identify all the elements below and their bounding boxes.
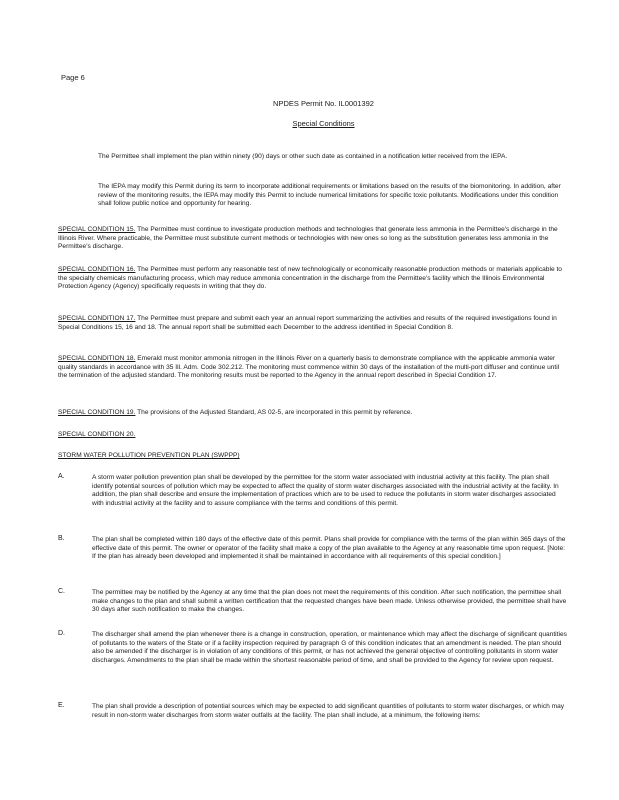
condition-text: The Permittee must perform any reasonable test of new technologically or economically reasonable production methods or materials applicable to the specialty chemicals manufacturing process, which may reduce ammonia concentration in the discharge from the Permittee's facility which the Illinois Environmental Protection Agency (Agency) specifically requests in writing that they do. (58, 266, 562, 291)
condition-label: SPECIAL CONDITION 15. (58, 226, 136, 233)
condition-label: SPECIAL CONDITION 17. (58, 315, 136, 322)
condition-text: The Permittee must prepare and submit each year an annual report summarizing the activities and results of the required investigations found in Special Conditions 15, 16 and 18. The annual report shall be submitted each December to the address identified in Special Condition 8. (58, 315, 557, 331)
swppp-item-b: The plan shall be completed within 180 days of the effective date of this permit. Plans shall provide for compliance with the terms of the plan within 365 days of the effective date of this permit. The owner or operator of the facility shall make a copy of the plan available to the Agency at any reasonable time upon request. [Note: If the plan has already been developed and implemented it shall be maintained in accordance with all requirements of this special condition.] (92, 536, 566, 561)
special-condition-19 (58, 409, 568, 418)
swppp-item-letter-d: D. (58, 630, 65, 637)
swppp-item-letter-c: C. (58, 588, 65, 595)
condition-label: SPECIAL CONDITION 18. (58, 355, 136, 362)
swppp-heading: STORM WATER POLLUTION PREVENTION PLAN (SWPPP) (58, 452, 240, 459)
section-title: Special Conditions (292, 119, 355, 128)
page-number: Page 6 (61, 73, 85, 82)
swppp-item-letter-a: A. (58, 473, 65, 480)
swppp-item-e: The plan shall provide a description of potential sources which may be expected to add significant quantities of pollutants to storm water discharges, or which may result in non-storm water discharges from storm water outfalls at the facility. The plan shall include, at a minimum, the following items: (92, 703, 565, 719)
swppp-item-a: A storm water pollution prevention plan shall be developed by the permittee for the storm water associated with industrial activity at this facility. The plan shall identify potential sources of pollution which may be expected to affect the quality of storm water discharges associated with the industrial activity at the facility. In addition, the plan shall describe and ensure the implementation of practices which are to be used to reduce the pollutants in storm water discharges associated with industrial activity at the facility and to assure compliance with the terms and conditions of this permit. (92, 474, 559, 507)
special-condition-16 (58, 266, 568, 292)
intro-paragraph-2: The IEPA may modify this Permit during its term to incorporate additional requirements or limitations based on the results of the biomonitoring. In addition, after review of the monitoring results, the IEPA may modify this Permit to include numerical limitations for specific toxic pollutants. Modifications under this condition shall follow public notice and opportunity for hearing. (98, 183, 561, 208)
condition-text: The Permittee must continue to investigate production methods and technologies that generate less ammonia in the Permittee's discharge in the Illinois River. Where practicable, the Permittee must substitute current methods or technologies with new ones so long as the substitution generates less ammonia in the Permittee's discharge. (58, 226, 558, 251)
special-condition-15 (58, 226, 568, 252)
special-condition-17 (58, 315, 568, 332)
swppp-item-letter-b: B. (58, 535, 65, 542)
condition-text: The provisions of the Adjusted Standard, AS 02-5, are incorporated in this permit by reference. (137, 409, 413, 416)
condition-label: SPECIAL CONDITION 19. (58, 409, 136, 416)
swppp-item-letter-e: E. (58, 702, 65, 709)
permit-title: NPDES Permit No. IL0001392 (273, 99, 374, 108)
condition-label: SPECIAL CONDITION 16. (58, 266, 136, 273)
special-condition-18 (58, 355, 568, 381)
condition-text: Emerald must monitor ammonia nitrogen in the Illinois River on a quarterly basis to demonstrate compliance with the applicable ammonia water quality standards in accordance with 35 Ill. Adm. Code 302.212. The monitoring must commence within 30 days of the installation of the multi-port diffuser and continue until the termination of the adjusted standard. The monitoring results must be reported to the Agency in the annual report described in Special Condition 17. (58, 355, 560, 380)
special-condition-20 (58, 431, 568, 440)
intro-paragraph-1: The Permittee shall implement the plan within ninety (90) days or other such date as contained in a notification letter received from the IEPA. (98, 153, 508, 160)
swppp-item-d: The discharger shall amend the plan whenever there is a change in construction, operation, or maintenance which may affect the discharge of significant quantities of pollutants to the waters of the State or if a facility inspection required by paragraph G of this condition indicates that an amendment is needed. The plan should also be amended if the discharger is in violation of any conditions of this permit, or has not achieved the general objective of controlling pollutants in storm water discharges. Amendments to the plan shall be made within the shortest reasonable period of time, and shall be provided to the Agency for review upon request. (92, 631, 567, 664)
condition-label: SPECIAL CONDITION 20. (58, 431, 136, 438)
swppp-item-c: The permittee may be notified by the Agency at any time that the plan does not meet the requirements of this condition. After such notification, the permittee shall make changes to the plan and shall submit a written certification that the requested changes have been made. Unless otherwise provided, the permittee shall have 30 days after such notification to make the changes. (92, 589, 567, 614)
